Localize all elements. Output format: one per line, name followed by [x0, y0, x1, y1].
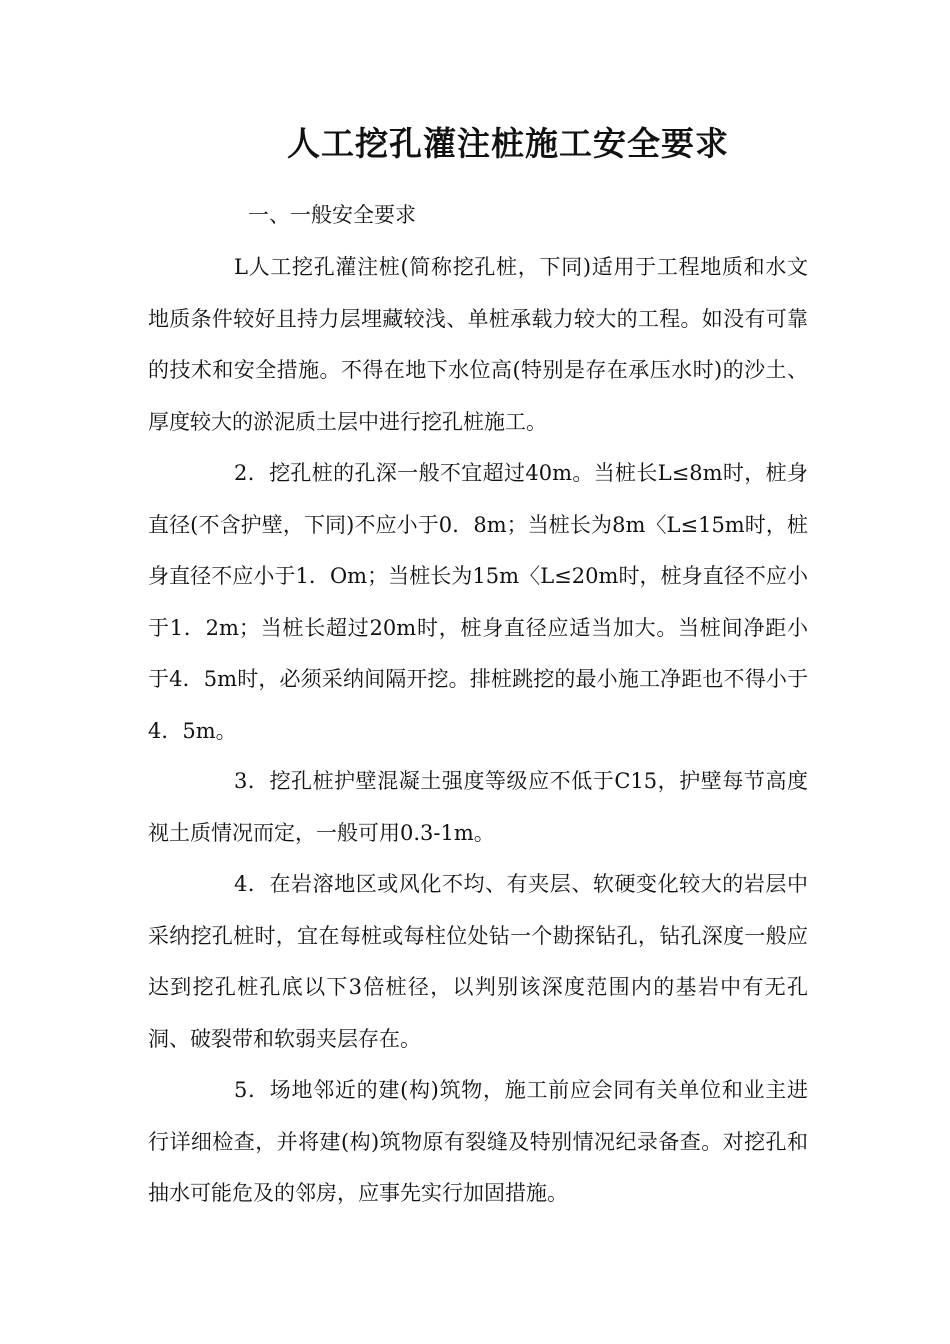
document-title: 人工挖孔灌注桩施工安全要求: [287, 124, 729, 163]
paragraph-1: L人工挖孔灌注桩(简称挖孔桩，下同)适用于工程地质和水文地质条件较好且持力层埋藏较浅、单桩承载力较大的工程。如没有可靠的技术和安全措施。不得在地下水位高(特别是存在承压水时)的沙土、厚度较大的淤泥质土层中进行挖孔桩施工。: [148, 255, 808, 434]
section-heading: 一、一般安全要求: [248, 203, 416, 227]
paragraph-4: 4．在岩溶地区或风化不均、有夹层、软硬变化较大的岩层中采纳挖孔桩时，宜在每桩或每柱位处钻一个勘探钻孔，钻孔深度一般应达到挖孔桩孔底以下3倍桩径，以判别该深度范围内的基岩中有无孔洞、破裂带和软弱夹层存在。: [148, 872, 808, 1051]
paragraph-2: 2．挖孔桩的孔深一般不宜超过40m。当桩长L≤8m时，桩身直径(不含护壁，下同)不应小于0．8m；当桩长为8m〈L≤15m时，桩身直径不应小于1．Om；当桩长为15m〈L≤20m时，桩身直径不应小于1．2m；当桩长超过20m时，桩身直径应适当加大。当桩间净距小于4．5m时，必须采纳间隔开挖。排桩跳挖的最小施工净距也不得小于4．5m。: [148, 461, 808, 743]
paragraph-5: 5．场地邻近的建(构)筑物，施工前应会同有关单位和业主进行详细检查，并将建(构)筑物原有裂缝及特别情况纪录备查。对挖孔和抽水可能危及的邻房，应事先实行加固措施。: [148, 1078, 808, 1205]
paragraph-3: 3．挖孔桩护壁混凝土强度等级应不低于C15，护壁每节高度视土质情况而定，一般可用0.3-1m。: [148, 769, 808, 845]
